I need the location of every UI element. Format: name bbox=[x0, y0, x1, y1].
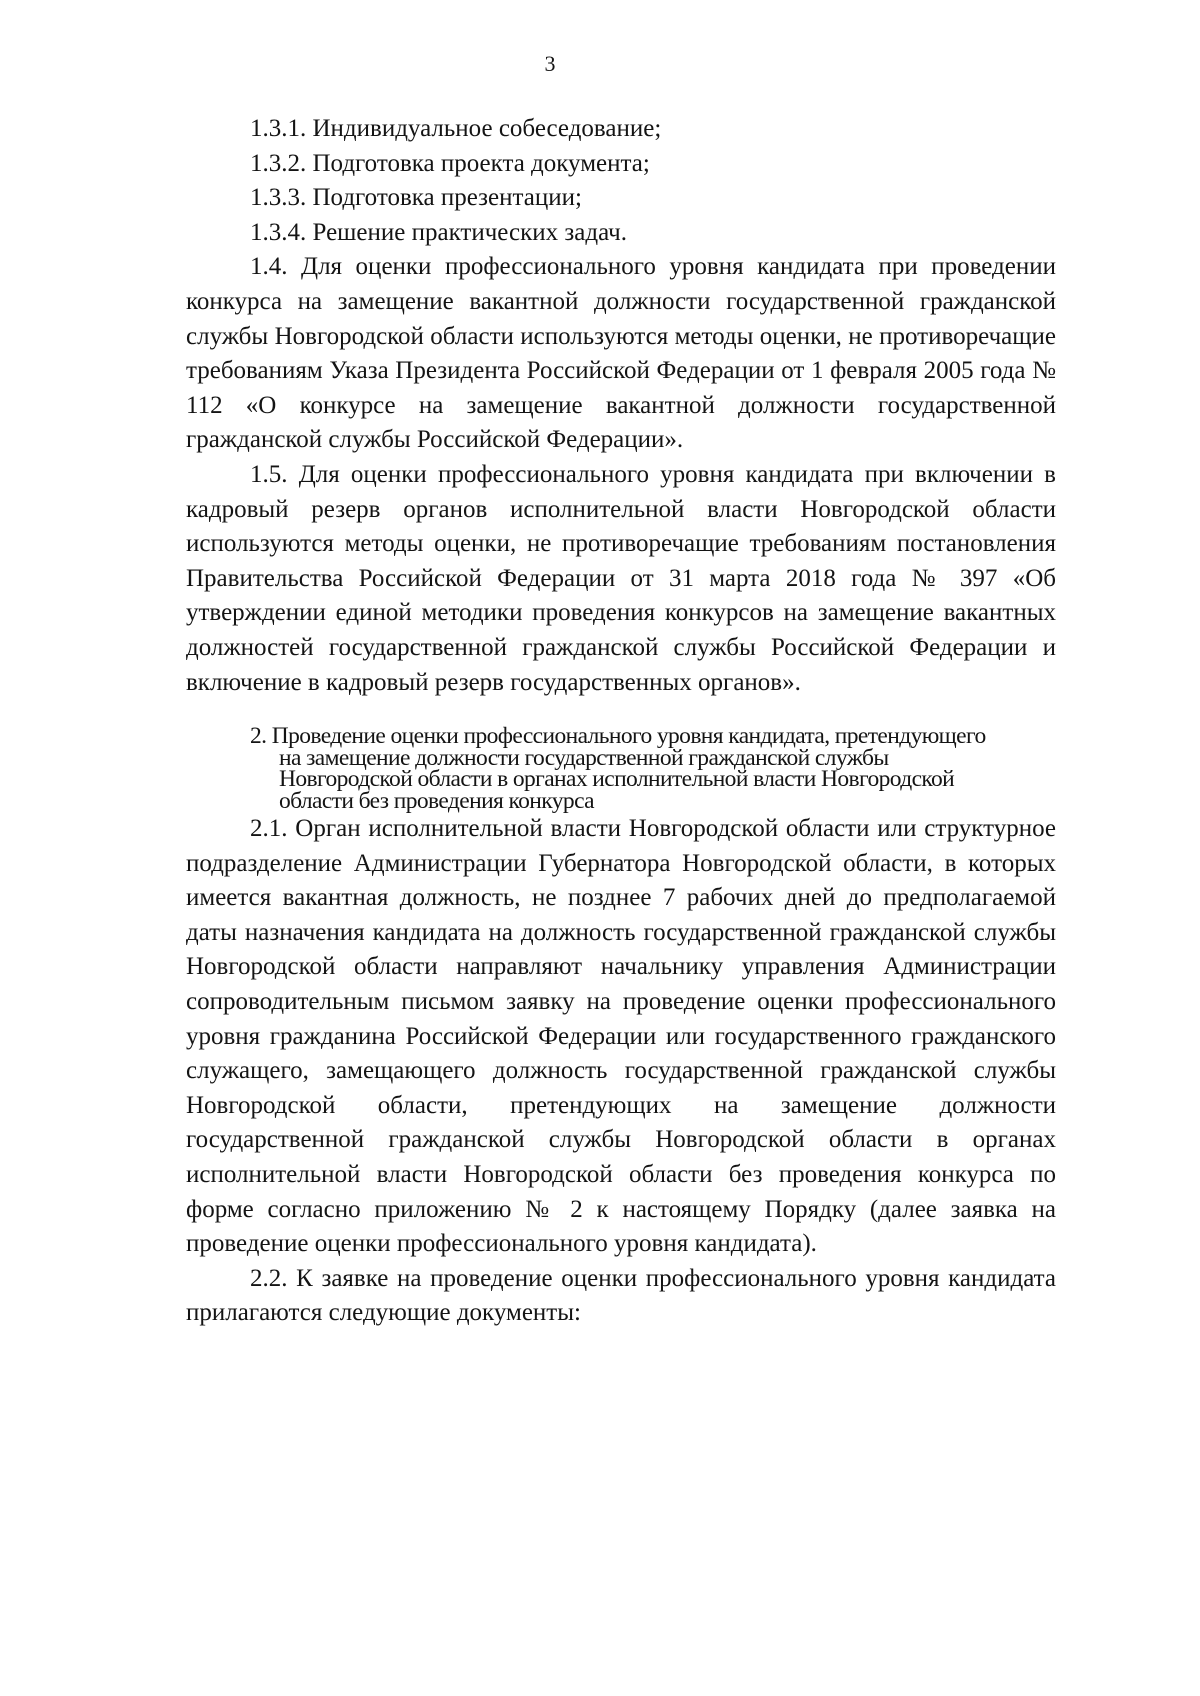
list-item: 1.3.3. Подготовка презентации; bbox=[250, 184, 582, 212]
paragraph-2-1: 2.1. Орган исполнительной власти Новгородской области или структурное подразделение Администрации Губернатора Новгородской области, в которых имеется вакантная должность, не позднее 7 рабочих дней до предполагаемой даты назначения кандидата на должность государственной гражданской службы Новгородской области направляют начальнику управления Администрации сопроводительным письмом заявку на проведение оценки профессионального уровня гражданина Российской Федерации или государственного гражданского служащего, замещающего должность государственной гражданской службы Новгородской области, претендующих на замещение должности государственной гражданской службы Новгородской области в органах исполнительной власти Новгородской области без проведения конкурса по форме согласно приложению № 2 к настоящему Порядку (далее заявка на проведение оценки профессионального уровня кандидата). bbox=[186, 815, 1056, 1258]
page-number: 3 bbox=[544, 51, 556, 76]
paragraph-1-5: 1.5. Для оценки профессионального уровня кандидата при включении в кадровый резерв органов исполнительной власти Новгородской области используются методы оценки, не противоречащие требованиям постановления Правительства Российской Федерации от 31 марта 2018 года № 397 «Об утверждении единой методики проведения конкурсов на замещение вакантных должностей государственной гражданской службы Российской Федерации и включение в кадровый резерв государственных органов». bbox=[186, 460, 1056, 696]
list-item: 1.3.1. Индивидуальное собеседование; bbox=[250, 115, 662, 142]
document-body bbox=[186, 112, 1056, 1331]
section-2-heading-line: области без проведения конкурса bbox=[279, 787, 595, 814]
section-2-heading bbox=[186, 723, 1056, 814]
list-item: 1.3.4. Решение практических задач. bbox=[250, 218, 627, 246]
section-2-heading-line: 2. Проведение оценки профессионального уровня кандидата, претендующего bbox=[250, 723, 986, 750]
paragraph-1-4: 1.4. Для оценки профессионального уровня кандидата при проведении конкурса на замещение вакантной должности государственной гражданской службы Новгородской области используются методы оценки, не противоречащие требованиям Указа Президента Российской Федерации от 1 февраля 2005 года № 112 «О конкурсе на замещение вакантной должности государственной гражданской службы Российской Федерации». bbox=[186, 253, 1056, 454]
paragraph-2-2: 2.2. К заявке на проведение оценки профессионального уровня кандидата прилагаются следующие документы: bbox=[186, 1264, 1056, 1327]
list-item: 1.3.2. Подготовка проекта документа; bbox=[250, 149, 650, 177]
section-2-heading-line: на замещение должности государственной гражданской службы bbox=[279, 744, 889, 771]
section-2-heading-line: Новгородской области в органах исполнительной власти Новгородской bbox=[279, 766, 955, 793]
